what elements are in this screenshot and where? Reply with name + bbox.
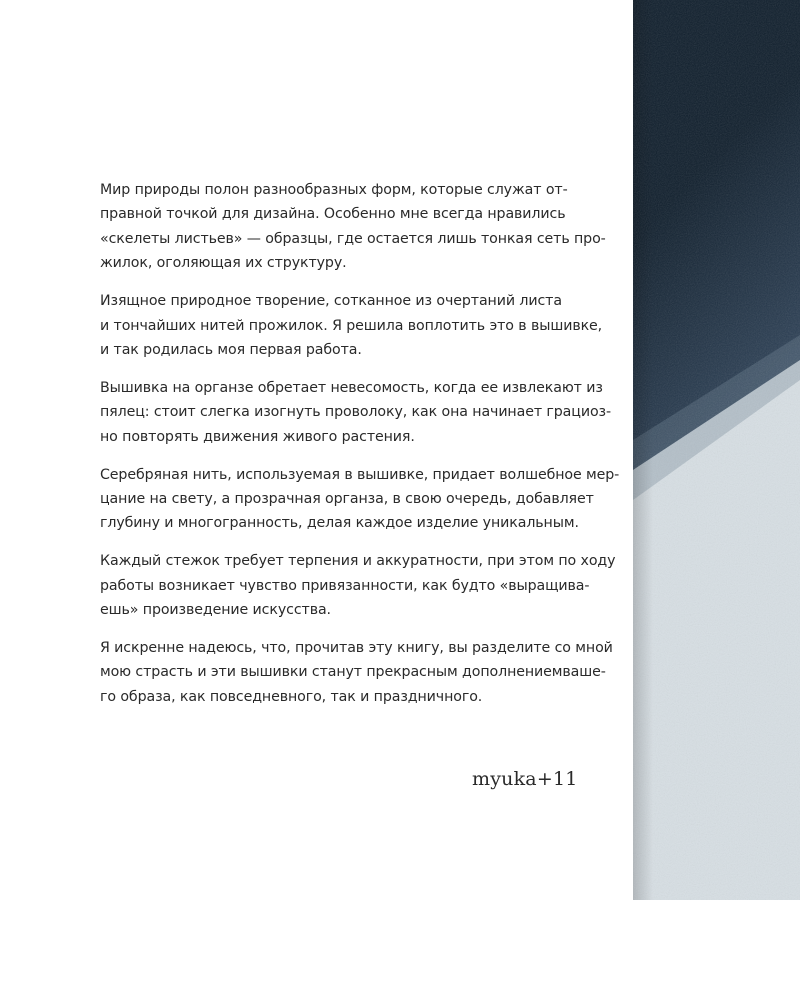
- text-line: цание на свету, а прозрачная органза, в свою очередь, добавляет: [100, 490, 594, 507]
- text-line: Мир природы полон разнообразных форм, которые служат от-: [100, 182, 568, 198]
- text-line: глубину и многогранность, делая каждое изделие уникальным.: [100, 515, 579, 532]
- paragraph-6: [100, 636, 613, 709]
- text-line: «скелеты листьев» — образцы, где остается лишь тонкая сеть про-: [100, 230, 606, 247]
- text-line: Каждый стежок требует терпения и аккуратности, при этом по ходу: [100, 553, 616, 570]
- paragraph-5: [100, 549, 616, 622]
- text-line: Я искренне надеюсь, что, прочитав эту книгу, вы разделите со мной: [100, 640, 613, 656]
- text-line: правной точкой для дизайна. Особенно мне всегда нравились: [100, 206, 566, 223]
- text-line: Изящное природное творение, сотканное из очертаний листа: [100, 293, 562, 310]
- text-line: работы возникает чувство привязанности, как будто «выращива-: [100, 577, 590, 594]
- fabric-grain: [633, 0, 800, 900]
- text-line: мою страсть и эти вышивки станут прекрасным дополнениемваше-: [100, 664, 606, 681]
- text-line: Вышивка на органзе обретает невесомость, когда ее извлекают из: [100, 379, 603, 396]
- body-text: [100, 178, 620, 723]
- paragraph-1: [100, 178, 606, 276]
- text-line: пялец: стоит слегка изогнуть проволоку, как она начинает грациоз-: [100, 404, 611, 421]
- text-line: но повторять движения живого растения.: [100, 428, 415, 445]
- text-line: ешь» произведение искусства.: [100, 602, 331, 619]
- author-signature: myuka+11: [472, 768, 578, 790]
- paragraph-2: [100, 289, 603, 362]
- text-line: и тончайших нитей прожилок. Я решила воплотить это в вышивке,: [100, 317, 603, 334]
- text-line: го образа, как повседневного, так и праздничного.: [100, 688, 483, 705]
- text-line: и так родилась моя первая работа.: [100, 341, 362, 358]
- text-line: Серебряная нить, используемая в вышивке, придает волшебное мер-: [100, 466, 620, 483]
- fabric-shadow-photo-icon: [633, 0, 800, 900]
- paragraph-4: [100, 463, 620, 536]
- paragraph-3: [100, 376, 611, 449]
- text-line: жилок, оголяющая их структуру.: [100, 255, 347, 272]
